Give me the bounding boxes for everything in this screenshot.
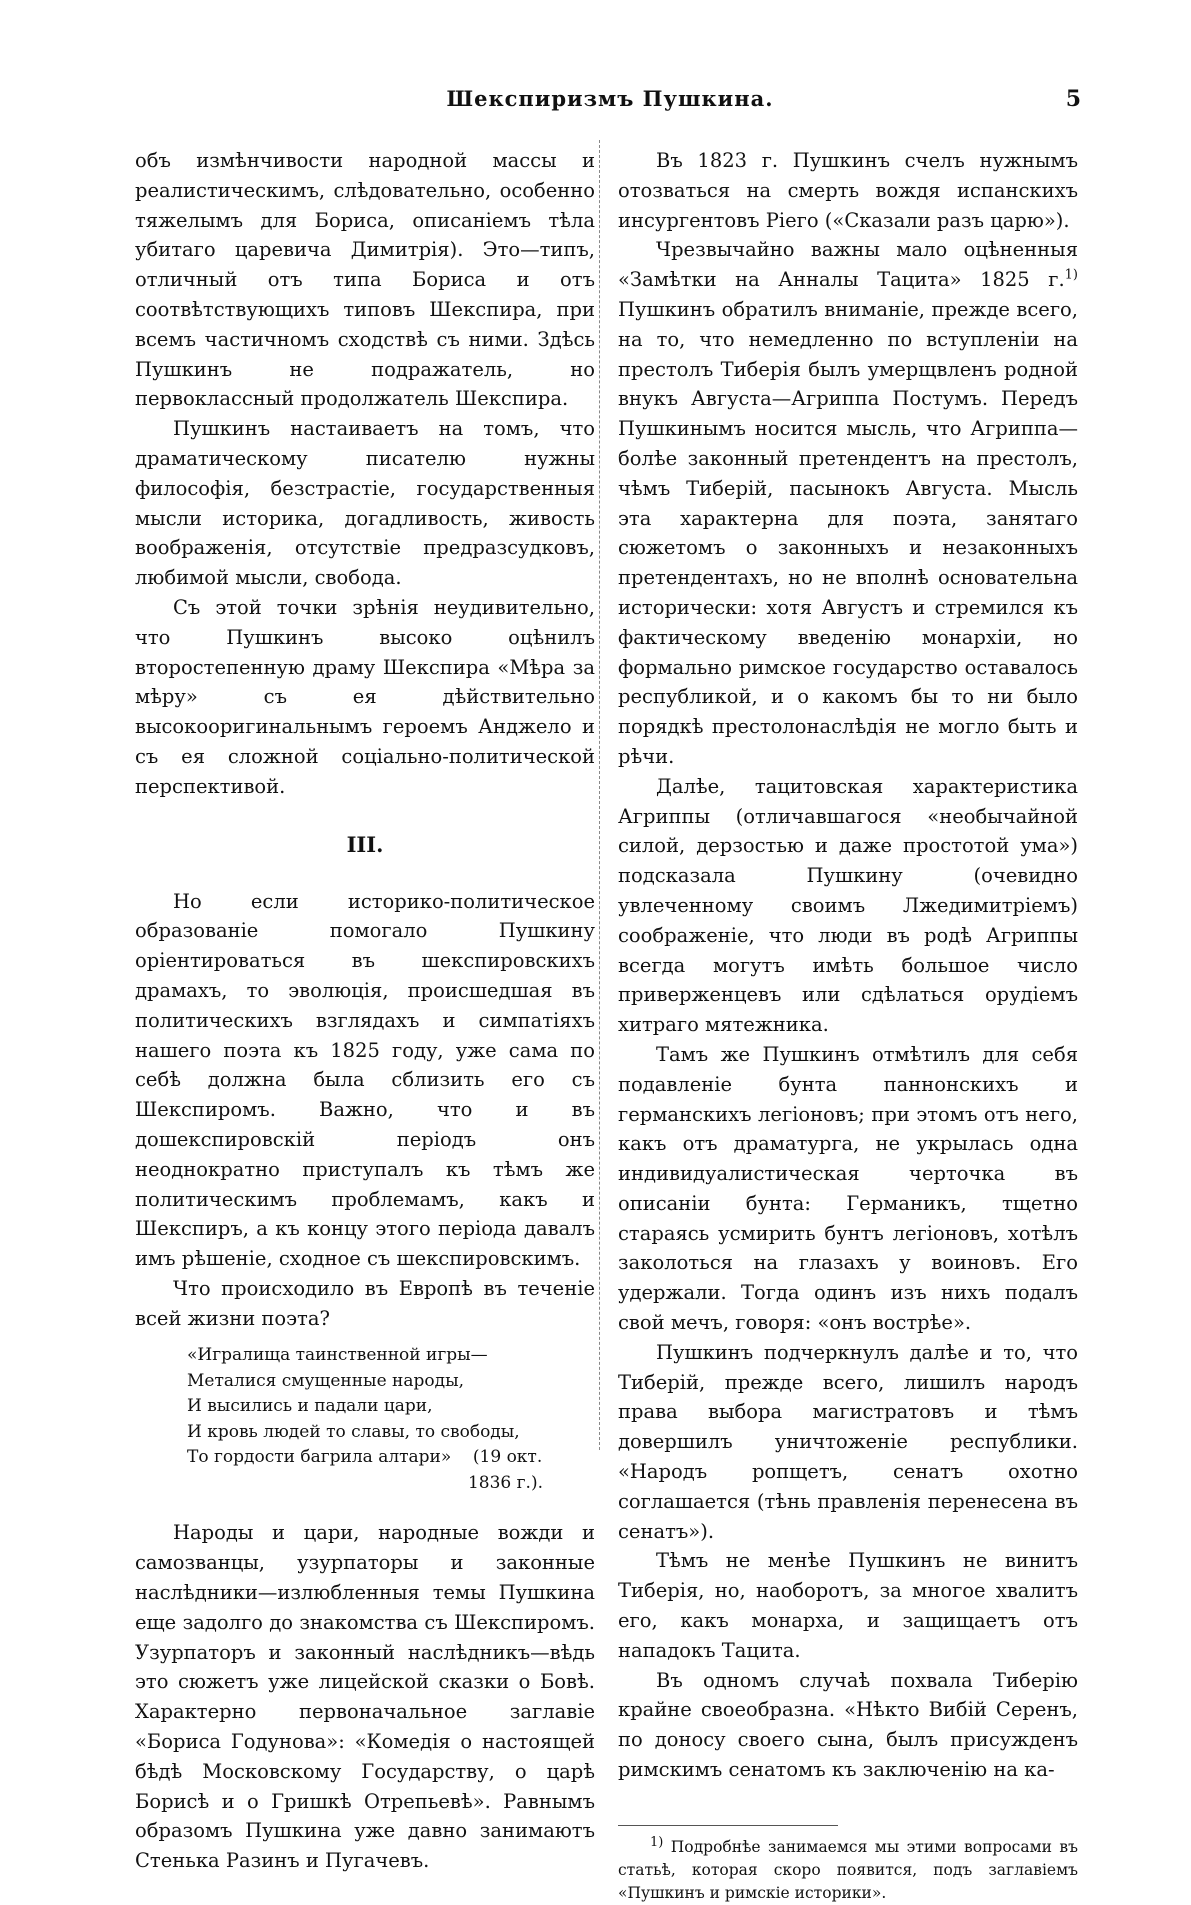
paragraph: Тѣмъ не менѣе Пушкинъ не винитъ Тиберія, но, наоборотъ, за многое хвалитъ его, какъ монарха, и защищаетъ отъ нападокъ Тацита. bbox=[618, 1549, 1078, 1662]
paragraph: Народы и цари, народные вожди и самозванцы, узурпаторы и законные наслѣдники—излюбленныя темы Пушкина еще задолго до знакомства съ Шекспиромъ. Узурпаторъ и законный наслѣдникъ—вѣдь это сюжетъ уже лицейской сказки о Бовѣ. Характерно первоначальное заглавіе «Бориса Годунова»: «Комедія о настоящей бѣдѣ Московскому Государству, о царѣ Борисѣ и о Гришкѣ Отрепьевѣ». Равнымъ образомъ Пушкина уже давно занимаютъ Стенька Разинъ и Пугачевъ. bbox=[135, 1521, 595, 1873]
paragraph: объ измѣнчивости народной массы и реалистическимъ, слѣдовательно, особенно тяжелымъ для Бориса, описаніемъ тѣла убитаго царевича Димитрія). Это—типъ, отличный отъ типа Бориса и отъ соотвѣтствующихъ типовъ Шекспира, при всемъ частичномъ сходствѣ съ ними. Здѣсь Пушкинъ не подражатель, но первоклассный продолжатель Шекспира. bbox=[135, 149, 595, 411]
poem-line bbox=[187, 1445, 595, 1471]
paragraph: Тамъ же Пушкинъ отмѣтилъ для себя подавленіе бунта паннонскихъ и германскихъ легіоновъ; при этомъ отъ него, какъ отъ драматурга, не укрылась одна индивидуалистическая черточка въ описаніи бунта: Германикъ, тщетно стараясь усмирить бунтъ легіоновъ, хотѣлъ заколоться на глазахъ у воиновъ. Его удержали. Тогда одинъ изъ нихъ подалъ свой мечъ, говоря: «онъ вострѣе». bbox=[618, 1042, 1078, 1335]
paragraph: Пушкинъ подчеркнулъ далѣе и то, что Тиберій, прежде всего, лишилъ народъ права выбора магистратовъ и тѣмъ довершилъ уничтоженіе республики. «Народъ ропщетъ, сенатъ охотно соглашается (тѣнь правленія перенесена въ сенатъ»). bbox=[618, 1340, 1078, 1543]
column-divider bbox=[599, 140, 600, 1450]
footnote-mark: 1) bbox=[650, 1834, 664, 1850]
poem-date-start: (19 окт. bbox=[472, 1447, 543, 1468]
paragraph: Въ 1823 г. Пушкинъ счелъ нужнымъ отозваться на смерть вождя испанскихъ инсургентовъ Ріего («Сказали разъ царю»). bbox=[618, 149, 1078, 232]
poem-line: «Игралища таинственной игры— bbox=[187, 1345, 488, 1366]
paragraph bbox=[618, 235, 1078, 771]
paragraph: Что происходило въ Европѣ въ теченіе всей жизни поэта? bbox=[135, 1276, 595, 1330]
paragraph: Въ одномъ случаѣ похвала Тиберію крайне своеобразна. «Нѣкто Вибій Серенъ, по доносу своего сына, былъ присужденъ римскимъ сенатомъ къ заключенію на ка- bbox=[618, 1668, 1078, 1782]
paragraph: Пушкинъ настаиваетъ на томъ, что драматическому писателю нужны философія, безстрастіе, государственныя мысли историка, догадливость, живость воображенія, отсутствіе предразсудковъ, любимой мысли, свобода. bbox=[135, 417, 595, 590]
footnote-text: Подробнѣе занимаемся мы этими вопросами въ статьѣ, которая скоро появится, подъ заглавіемъ «Пушкинъ и римскіе историки». bbox=[618, 1837, 1078, 1902]
left-column bbox=[135, 146, 595, 1876]
page-number: 5 bbox=[1065, 86, 1081, 112]
right-column bbox=[618, 146, 1078, 1905]
poem-line: Металися смущенные народы, bbox=[187, 1370, 465, 1391]
paragraph: Но если историко-политическое образованіе помогало Пушкину оріентироваться въ шекспировскихъ драмахъ, то эволюція, происшедшая въ политическихъ взглядахъ и симпатіяхъ нашего поэта къ 1825 году, уже сама по себѣ должна была сблизить его съ Шекспиромъ. Важно, что и въ дошекспировскій періодъ онъ неоднократно приступалъ къ тѣмъ же политическимъ проблемамъ, какъ и Шекспиръ, а къ концу этого періода давалъ имъ рѣшеніе, сходное съ шекспировскимъ. bbox=[135, 889, 595, 1271]
poem-line-text: То гордости багрила алтари» bbox=[187, 1447, 452, 1468]
footnote-reference[interactable]: 1) bbox=[1064, 267, 1078, 283]
footnote-divider bbox=[618, 1825, 838, 1826]
section-number: III. bbox=[346, 831, 384, 857]
paragraph-text: Пушкинъ обратилъ вниманіе, прежде всего, на то, что немедленно по вступленіи на престолъ Тиберія былъ умерщвленъ родной внукъ Августа—Агриппа Постумъ. Передъ Пушкинымъ носится мысль, что Агриппа—болѣе законный претендентъ на престолъ, чѣмъ Тиберій, пасынокъ Августа. Мысль эта характерна для поэта, занятаго сюжетомъ о законныхъ и незаконныхъ претендентахъ, но не вполнѣ основательна исторически: хотя Августъ и стремился къ фактическому введенію монархіи, но формально римское государство оставалось республикой, и о какомъ бы то ни было порядкѣ престолонаслѣдія не могло быть и рѣчи. bbox=[618, 297, 1078, 768]
running-title: Шекспиризмъ Пушкина. bbox=[446, 86, 774, 111]
poem-date-end: 1836 г.). bbox=[467, 1472, 543, 1493]
paragraph-text: Чрезвычайно важны мало оцѣненныя «Замѣтки на Анналы Тацита» 1825 г. bbox=[618, 238, 1078, 292]
poem-quote bbox=[187, 1343, 595, 1496]
poem-line: И высились и падали цари, bbox=[187, 1396, 433, 1417]
footnote bbox=[618, 1836, 1078, 1905]
poem-line: И кровь людей то славы, то свободы, bbox=[187, 1421, 520, 1442]
paragraph: Далѣе, тацитовская характеристика Агриппы (отличавшагося «необычайной силой, дерзостью и даже простотой ума») подсказала Пушкину (очевидно увлеченному своимъ Лжедимитріемъ) соображеніе, что люди въ родѣ Агриппы всегда могутъ имѣть большое число приверженцевъ или сдѣлаться орудіемъ хитраго мятежника. bbox=[618, 774, 1078, 1037]
paragraph: Съ этой точки зрѣнія неудивительно, что Пушкинъ высоко оцѣнилъ второстепенную драму Шекспира «Мѣра за мѣру» съ ея дѣйствительно высокооригинальнымъ героемъ Анджело и съ ея сложной соціально-политической перспективой. bbox=[135, 595, 595, 798]
